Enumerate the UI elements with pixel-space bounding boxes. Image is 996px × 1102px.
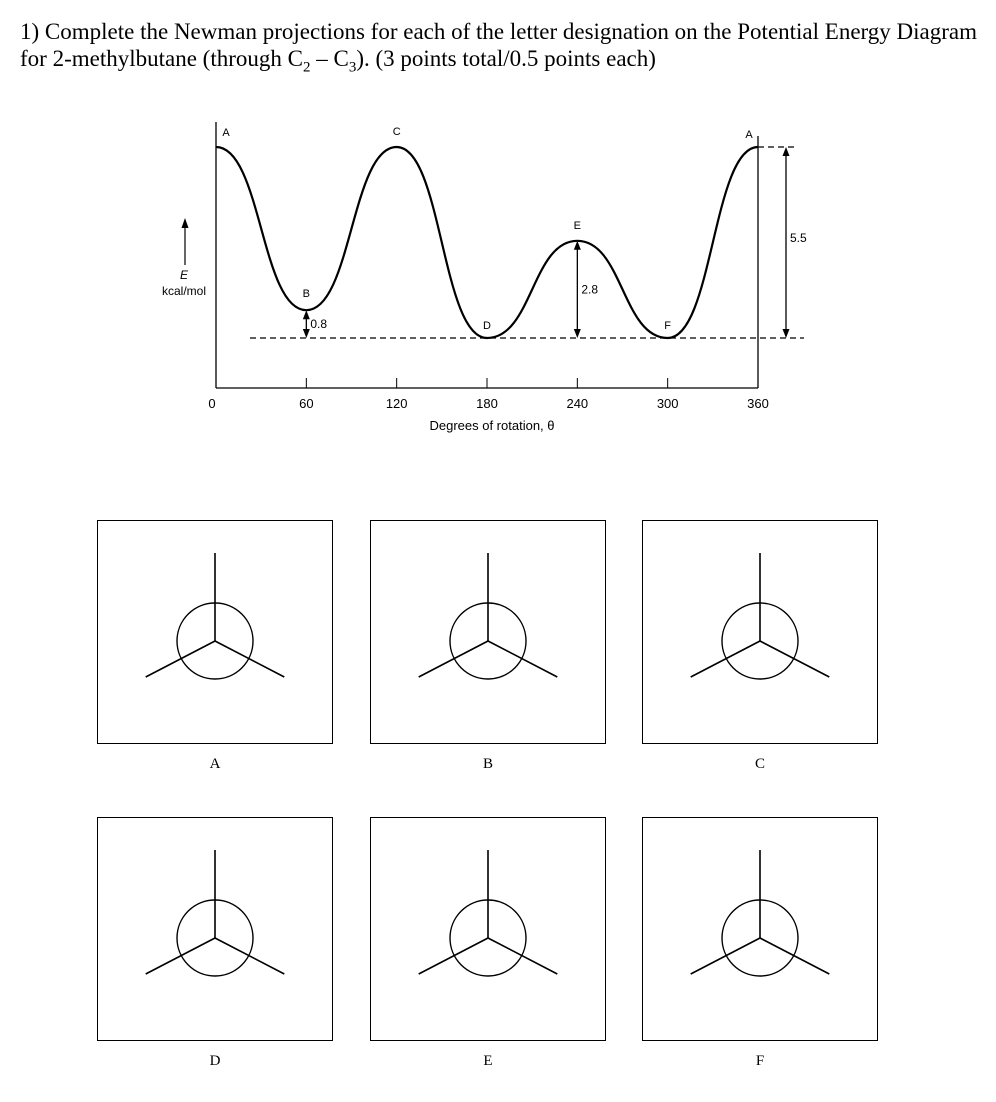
x-tick-label: 240 [566, 396, 589, 411]
question-dash: – C [310, 46, 349, 71]
newman-label-d: D [209, 1053, 221, 1069]
front-bond-right [760, 641, 829, 677]
energy-curve [216, 147, 758, 338]
front-bond-right [488, 641, 557, 677]
front-bond-left [691, 641, 760, 677]
question-body: Complete the Newman projections for each of the letter designation on the Potential Energy Diagram for 2-methylbutane (through C [20, 19, 977, 71]
measure-arrow-bottom-0 [303, 329, 310, 338]
front-bond-right [488, 938, 557, 974]
measure-label-1: 2.8 [581, 282, 599, 297]
y-axis-symbol: E [179, 268, 189, 282]
measure-arrow-top-2 [783, 147, 790, 156]
front-bond-left [691, 938, 760, 974]
newman-box-e[interactable] [370, 817, 606, 1041]
energy-arrow-head [182, 218, 189, 228]
front-bond-left [419, 641, 488, 677]
newman-projection [98, 521, 334, 745]
x-tick-label: 120 [385, 396, 408, 411]
measure-label-2: 5.5 [790, 231, 807, 245]
newman-label-f: F [755, 1053, 765, 1069]
newman-label-e: E [483, 1053, 493, 1069]
front-bond-right [215, 938, 284, 974]
x-tick-label: 360 [747, 396, 769, 411]
point-label-f: F [664, 320, 672, 332]
newman-box-c[interactable] [642, 520, 878, 744]
x-tick-label: 60 [299, 396, 314, 411]
measure-arrow-bottom-2 [783, 329, 790, 338]
measure-arrow-bottom-1 [574, 329, 581, 338]
point-label-c: C [392, 126, 401, 138]
subscript-3: 3 [348, 59, 357, 76]
newman-projection [98, 818, 334, 1042]
measure-label-0: 0.8 [310, 317, 328, 332]
front-bond-right [215, 641, 284, 677]
point-label-a: A [222, 127, 230, 139]
front-bond-left [146, 641, 215, 677]
newman-projection [371, 521, 607, 745]
newman-projection [371, 818, 607, 1042]
newman-projection [643, 521, 879, 745]
potential-energy-chart [0, 110, 996, 450]
question-number: 1) [20, 19, 40, 44]
newman-box-d[interactable] [97, 817, 333, 1041]
front-bond-right [760, 938, 829, 974]
newman-projection [643, 818, 879, 1042]
newman-box-b[interactable] [370, 520, 606, 744]
point-label-a: A [745, 129, 753, 141]
point-label-b: B [302, 288, 311, 301]
point-label-d: D [483, 320, 491, 332]
question-text [20, 18, 980, 82]
newman-label-a: A [209, 756, 221, 772]
y-axis-units: kcal/mol [161, 284, 207, 298]
measure-arrow-top-0 [303, 310, 310, 319]
subscript-2: 2 [302, 59, 311, 76]
x-tick-label: 0 [208, 396, 216, 411]
measure-arrow-top-1 [574, 241, 581, 250]
front-bond-left [419, 938, 488, 974]
x-tick-label: 300 [656, 396, 679, 411]
front-bond-left [146, 938, 215, 974]
newman-box-a[interactable] [97, 520, 333, 744]
newman-label-c: C [754, 756, 765, 772]
question-tail: ). (3 points total/0.5 points each) [356, 46, 656, 71]
x-axis-label: Degrees of rotation, θ [429, 418, 555, 433]
newman-box-f[interactable] [642, 817, 878, 1041]
point-label-e: E [573, 219, 582, 232]
x-tick-label: 180 [476, 396, 498, 411]
newman-label-b: B [482, 756, 493, 772]
